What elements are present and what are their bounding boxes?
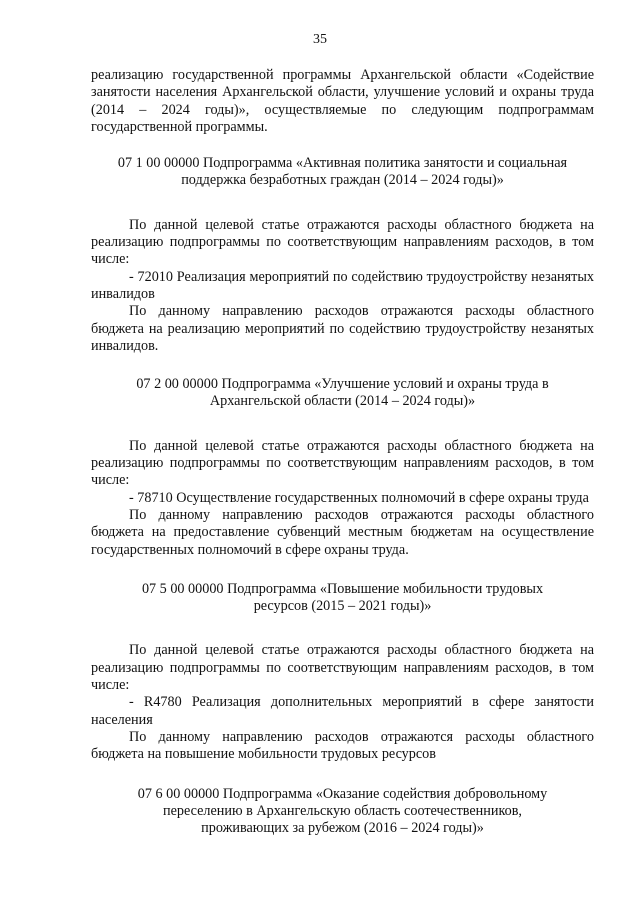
expense-item-r4780: - R4780 Реализация дополнительных мероприятий в сфере занятости населения: [91, 694, 594, 728]
heading-line: 07 1 00 00000 Подпрограмма «Активная политика занятости и социальная: [117, 155, 568, 172]
heading-line: Архангельской области (2014 – 2024 годы)»: [209, 393, 476, 410]
heading-line: 07 6 00 00000 Подпрограмма «Оказание содействия добровольному: [137, 785, 548, 802]
heading-line: ресурсов (2015 – 2021 годы)»: [253, 598, 432, 615]
section-heading-07-2: [91, 376, 594, 411]
section-intro-paragraph: По данной целевой статье отражаются расходы областного бюджета на реализацию подпрограммы по соответствующим направлениям расходов, в том числе:: [91, 437, 594, 489]
expense-item-72010: - 72010 Реализация мероприятий по содействию трудоустройству незанятых инвалидов: [91, 268, 594, 302]
section-heading-07-6: [91, 786, 594, 838]
heading-line: 07 5 00 00000 Подпрограмма «Повышение мобильности трудовых: [141, 580, 544, 597]
section-heading-07-1: [91, 155, 594, 190]
heading-line: 07 2 00 00000 Подпрограмма «Улучшение условий и охраны труда в: [136, 376, 549, 393]
heading-line: переселению в Архангельскую область соотечественников,: [163, 802, 522, 819]
heading-line: проживающих за рубежом (2016 – 2024 годы)»: [201, 820, 484, 837]
section-heading-07-5: [91, 581, 594, 616]
expense-description: По данному направлению расходов отражаются расходы областного бюджета на повышение мобильности трудовых ресурсов: [91, 728, 594, 763]
expense-description: По данному направлению расходов отражаются расходы областного бюджета на предоставление субвенций местным бюджетам на осуществление государственных полномочий в сфере охраны труда.: [91, 506, 594, 558]
page-number: 35: [313, 32, 327, 47]
document-body: [91, 67, 594, 837]
expense-description: По данному направлению расходов отражаются расходы областного бюджета на реализацию мероприятий по содействию трудоустройству незанятых инвалидов.: [91, 303, 594, 354]
heading-line: поддержка безработных граждан (2014 – 2024 годы)»: [181, 172, 504, 189]
expense-item-78710: - 78710 Осуществление государственных полномочий в сфере охраны труда: [129, 489, 589, 506]
section-intro-paragraph: По данной целевой статье отражаются расходы областного бюджета на реализацию подпрограммы по соответствующим направлениям расходов, в том числе:: [91, 216, 594, 268]
intro-paragraph: реализацию государственной программы Архангельской области «Содействие занятости населения Архангельской области, улучшение условий и охраны труда (2014 – 2024 годы)», осуществляемые по следующим подпрограммам государственной программы.: [91, 67, 594, 135]
section-intro-paragraph: По данной целевой статье отражаются расходы областного бюджета на реализацию подпрограммы по соответствующим направлениям расходов, в том числе:: [91, 642, 594, 694]
